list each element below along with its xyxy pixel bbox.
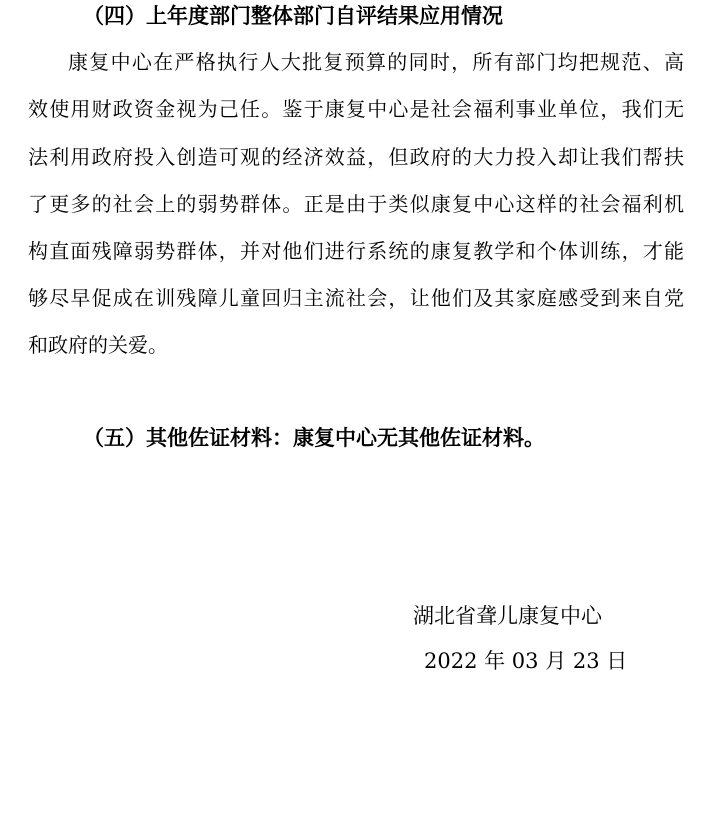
signature-organization: 湖北省聋儿康复中心 <box>413 604 602 628</box>
section-5-heading: （五）其他佐证材料：康复中心无其他佐证材料。 <box>83 425 545 450</box>
paragraph-line: 法利用政府投入创造可观的经济效益，但政府的大力投入却让我们帮扶 <box>28 145 684 169</box>
paragraph-line: 效使用财政资金视为己任。鉴于康复中心是社会福利事业单位，我们无 <box>28 97 684 121</box>
section-4-heading: （四）上年度部门整体部门自评结果应用情况 <box>83 3 503 28</box>
signature-date: 2022 年 03 月 23 日 <box>424 649 628 673</box>
paragraph-line: 和政府的关爱。 <box>28 333 168 357</box>
paragraph-line: 康复中心在严格执行人大批复预算的同时，所有部门均把规范、高 <box>68 50 684 74</box>
paragraph-line: 够尽早促成在训残障儿童回归主流社会，让他们及其家庭感受到来自党 <box>28 286 684 310</box>
paragraph-line: 了更多的社会上的弱势群体。正是由于类似康复中心这样的社会福利机 <box>28 192 684 216</box>
paragraph-line: 构直面残障弱势群体，并对他们进行系统的康复教学和个体训练，才能 <box>28 239 684 263</box>
